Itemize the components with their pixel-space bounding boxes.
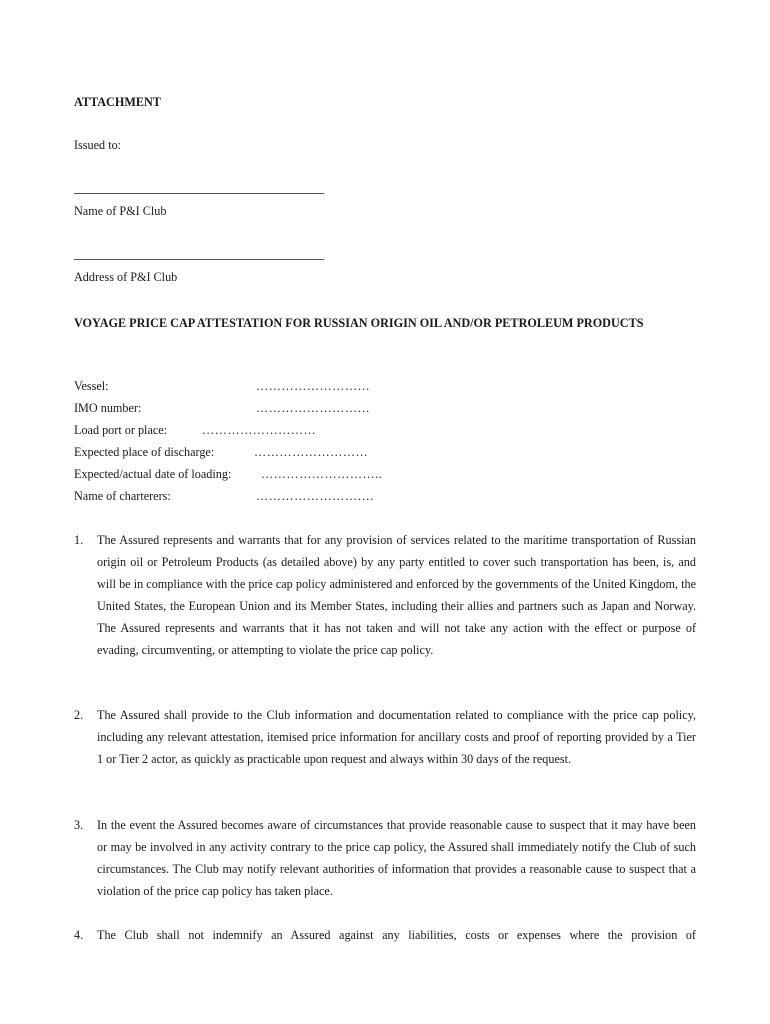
club-name-label: Name of P&I Club (74, 204, 167, 218)
field-label-load-port: Load port or place: (74, 423, 168, 437)
attachment-heading: ATTACHMENT (74, 95, 161, 109)
clause-text: The Assured shall provide to the Club information and documentation related to compliance with the price cap policy, including any relevant attestation, itemised price information for ancillary costs and proof of reporting provided by a Tier 1 or Tier 2 actor, as quickly as practicable upon request and always within 30 days of the request. (97, 708, 696, 766)
clause-2 (74, 704, 696, 792)
clause-1 (74, 529, 696, 683)
club-address-line (74, 259, 324, 260)
field-label-charterers: Name of charterers: (74, 489, 171, 503)
issued-to-label: Issued to: (74, 138, 122, 152)
field-label-imo: IMO number: (74, 401, 142, 415)
field-value-vessel: ……………………… (256, 379, 371, 393)
field-label-discharge: Expected place of discharge: (74, 445, 215, 459)
club-address-label: Address of P&I Club (74, 270, 178, 284)
clause-4 (74, 924, 696, 946)
clause-number: 4. (74, 928, 84, 942)
clause-number: 1. (74, 533, 84, 547)
field-value-charterers: ………………………. (256, 489, 374, 503)
attestation-title: VOYAGE PRICE CAP ATTESTATION FOR RUSSIAN ORIGIN OIL AND/OR PETROLEUM PRODUCTS (74, 316, 644, 330)
field-label-vessel: Vessel: (74, 379, 109, 393)
clause-text: The Club shall not indemnify an Assured against any liabilities, costs or expenses where the provision of (97, 928, 696, 942)
clause-number: 3. (74, 818, 84, 832)
field-value-discharge: ……………………… (254, 445, 369, 459)
field-value-loading-date: ……………………….. (261, 467, 383, 481)
clause-3 (74, 814, 696, 902)
clause-number: 2. (74, 708, 84, 722)
clause-text: In the event the Assured becomes aware of circumstances that provide reasonable cause to suspect that it may have been or may be involved in any activity contrary to the price cap policy, the Assured shall immediately notify the Club of such circumstances. The Club may notify relevant authorities of information that provides a reasonable cause to suspect that a violation of the price cap policy has taken place. (97, 818, 696, 898)
field-value-imo: ……………………… (256, 401, 371, 415)
clause-text: The Assured represents and warrants that for any provision of services related to the maritime transportation of Russian origin oil or Petroleum Products (as detailed above) by any party entitled to cover such transportation has been, is, and will be in compliance with the price cap policy administered and enforced by the governments of the United Kingdom, the United States, the European Union and its Member States, including their allies and partners such as Japan and Norway. The Assured represents and warrants that it has not taken and will not take any action with the effect or purpose of evading, circumventing, or attempting to violate the price cap policy. (97, 533, 696, 657)
field-label-loading-date: Expected/actual date of loading: (74, 467, 232, 481)
club-name-line (74, 193, 324, 194)
field-value-load-port: ……………………… (202, 423, 317, 437)
